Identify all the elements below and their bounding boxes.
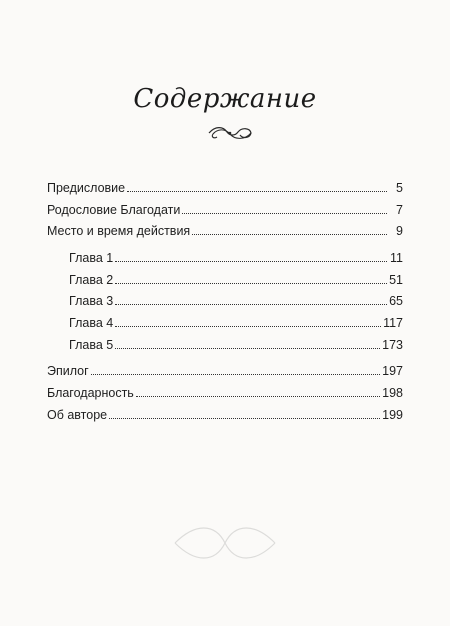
dot-leader (192, 223, 387, 235)
dot-leader (127, 180, 387, 192)
page-title: Содержание (133, 84, 317, 114)
toc-page-number: 199 (382, 408, 403, 422)
toc-row (47, 363, 403, 379)
toc-row (47, 407, 403, 423)
toc-page-number: 117 (383, 316, 403, 330)
toc-entry-label: Глава 2 (69, 273, 114, 287)
dot-leader (115, 272, 387, 284)
dot-leader (91, 363, 380, 375)
toc-entry-label: Родословие Благодати (47, 203, 181, 217)
toc-chapter-row (69, 337, 403, 353)
toc-page-number: 173 (382, 338, 403, 352)
dot-leader (109, 407, 380, 419)
toc-entry-label: Благодарность (47, 386, 134, 400)
toc-entry-label: Глава 5 (69, 338, 114, 352)
toc-entry-label: Об авторе (47, 408, 108, 422)
dot-leader (115, 293, 387, 305)
dot-leader (136, 385, 380, 397)
dot-leader (182, 202, 387, 214)
toc-entry-label: Глава 4 (69, 316, 114, 330)
toc-entry-label: Предисловие (47, 181, 126, 195)
swirl-ornament-icon (170, 518, 280, 568)
toc-row (47, 223, 403, 239)
toc-page-number: 51 (389, 273, 403, 287)
dot-leader (115, 250, 387, 262)
toc-chapter-row (69, 315, 403, 331)
dot-leader (115, 315, 381, 327)
toc-row (47, 180, 403, 196)
dot-leader (115, 337, 380, 349)
toc-page-number: 65 (389, 294, 403, 308)
toc-chapter-row (69, 272, 403, 288)
toc-entry-label: Глава 3 (69, 294, 114, 308)
toc-page-number: 7 (396, 203, 403, 217)
toc-page-number: 5 (396, 181, 403, 195)
flourish-ornament-icon (205, 124, 255, 142)
toc-entry-label: Глава 1 (69, 251, 114, 265)
toc-chapter-row (69, 293, 403, 309)
toc-page-number: 198 (382, 386, 403, 400)
toc-entry-label: Место и время действия (47, 224, 191, 238)
toc-row (47, 385, 403, 401)
toc-entry-label: Эпилог (47, 364, 89, 378)
toc-chapter-row (69, 250, 403, 266)
toc-row (47, 202, 403, 218)
toc-page-number: 197 (382, 364, 403, 378)
toc-page-number: 9 (396, 224, 403, 238)
toc-page-number: 11 (390, 251, 403, 265)
